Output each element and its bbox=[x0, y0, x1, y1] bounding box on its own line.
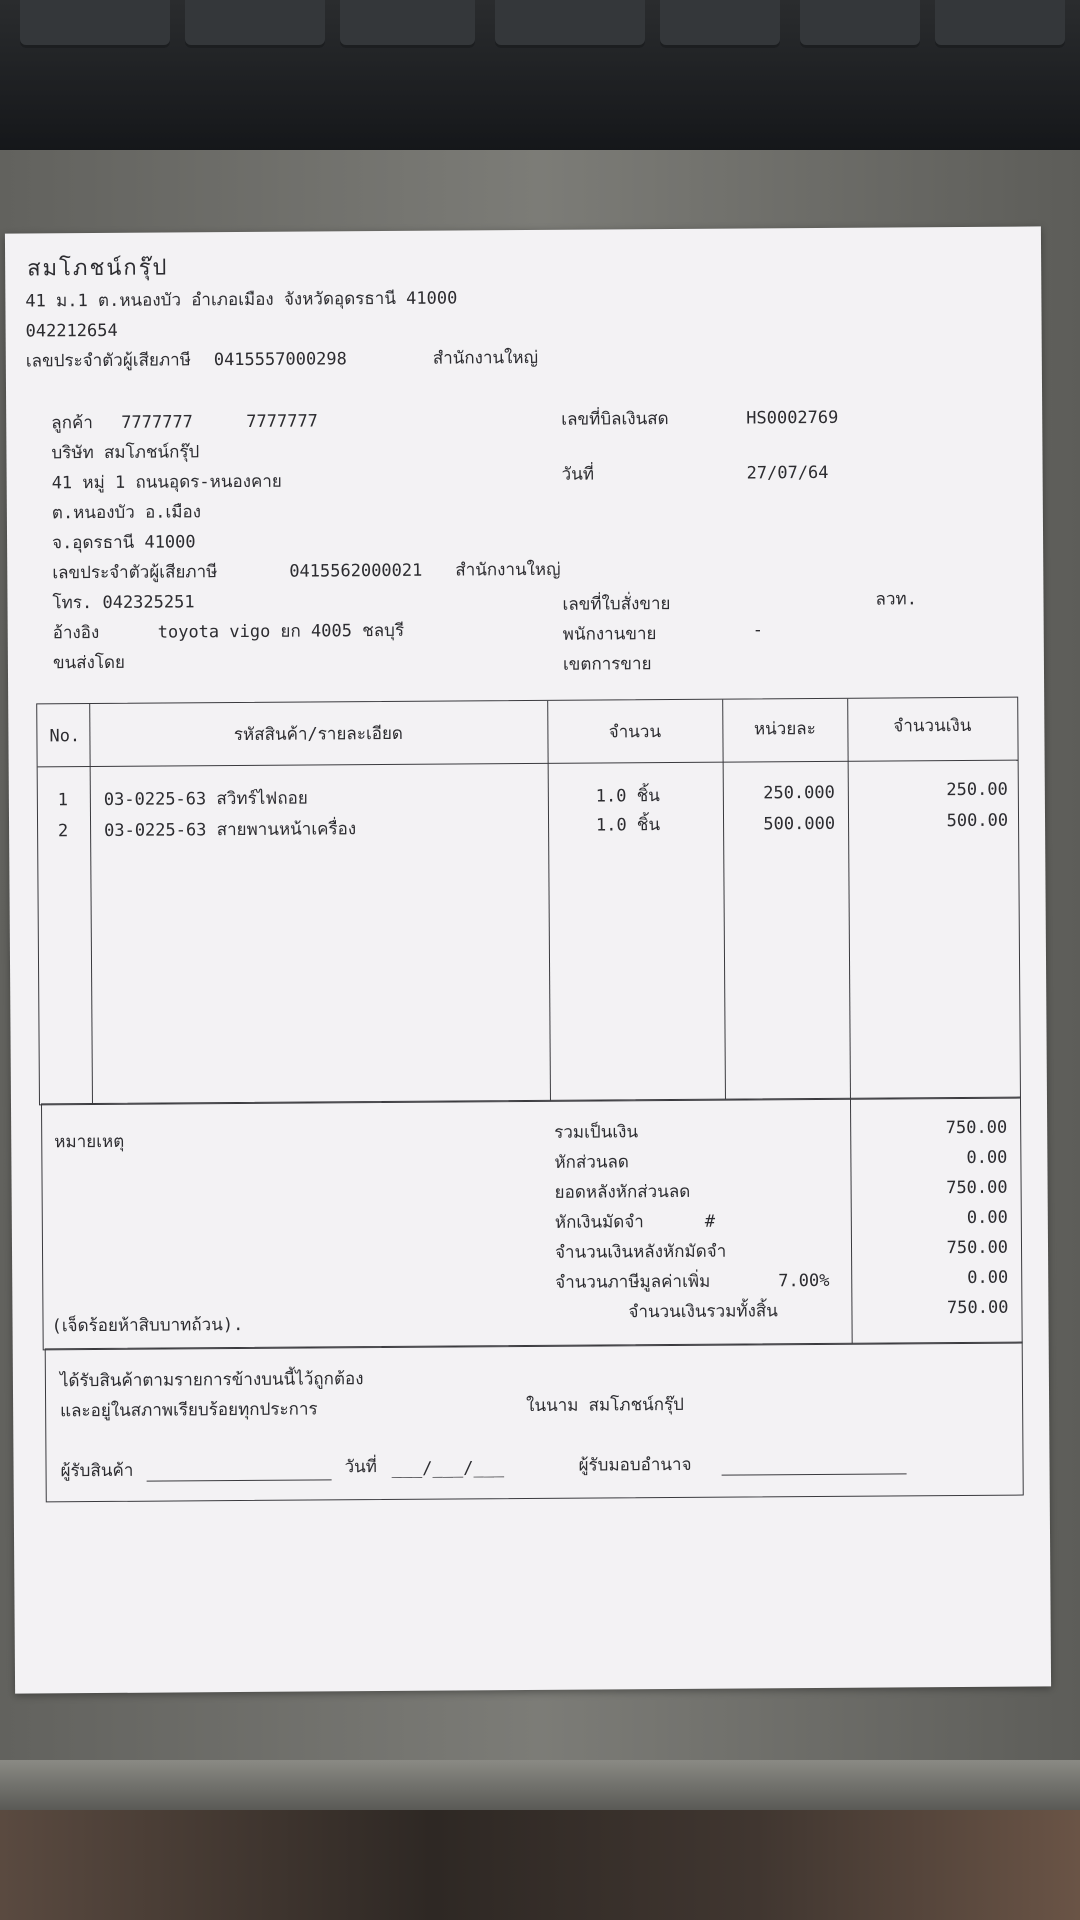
grand-total-value: 750.00 bbox=[946, 1297, 1009, 1319]
keyboard-key bbox=[185, 0, 325, 48]
company-branch: สำนักงานใหญ่ bbox=[432, 347, 539, 369]
keyboard-key bbox=[340, 0, 475, 48]
after-discount-label: ยอดหลังหักส่วนลด bbox=[554, 1181, 691, 1203]
customer-name: บริษัท สมโภชน์กรุ๊ป bbox=[51, 442, 200, 464]
header-amount: จำนวนเงิน bbox=[893, 715, 972, 737]
subtotal-label: รวมเป็นเงิน bbox=[554, 1122, 639, 1143]
header-description: รหัสสินค้า/รายละเอียด bbox=[233, 723, 404, 746]
header-no: No. bbox=[49, 726, 81, 747]
keyboard-key bbox=[800, 0, 920, 48]
authorized-signature-line bbox=[722, 1473, 907, 1475]
receiver-label: ผู้รับสินค้า bbox=[60, 1460, 134, 1482]
after-deposit-label: จำนวนเงินหลังหักมัดจำ bbox=[554, 1241, 727, 1263]
row-1-quantity: 1.0 ชิ้น bbox=[595, 786, 660, 807]
customer-address-2: ต.หนองบัว อ.เมือง bbox=[51, 502, 202, 524]
after-deposit-value: 750.00 bbox=[946, 1237, 1009, 1259]
table-header-divider bbox=[38, 760, 1018, 768]
keyboard-background bbox=[0, 0, 1080, 150]
remark-label: หมายเหตุ bbox=[54, 1131, 125, 1153]
authorized-label: ผู้รับมอบอำนาจ bbox=[578, 1454, 692, 1476]
row-1-amount: 250.00 bbox=[946, 779, 1008, 801]
deposit-marker: # bbox=[704, 1211, 716, 1232]
date-label: วันที่ bbox=[561, 464, 595, 485]
discount-label: หักส่วนลด bbox=[554, 1152, 629, 1173]
row-2-quantity: 1.0 ชิ้น bbox=[595, 815, 661, 836]
customer-phone: โทร. 042325251 bbox=[52, 592, 195, 614]
company-name: สมโภชน์กรุ๊ป bbox=[27, 255, 169, 282]
header-quantity: จำนวน bbox=[608, 722, 662, 743]
column-divider bbox=[547, 701, 551, 1101]
order-no-value: ลวท. bbox=[875, 589, 917, 610]
row-2-amount: 500.00 bbox=[946, 810, 1009, 832]
keyboard-key bbox=[935, 0, 1065, 48]
date-value: 27/07/64 bbox=[746, 462, 829, 484]
deposit-value: 0.00 bbox=[966, 1207, 1008, 1228]
row-1-no: 1 bbox=[57, 790, 69, 811]
grand-total-label: จำนวนเงินรวมทั้งสิ้น bbox=[628, 1301, 778, 1323]
customer-code-2: 7777777 bbox=[246, 411, 318, 432]
row-2-unit-price: 500.000 bbox=[763, 813, 836, 835]
customer-address-1: 41 หมู่ 1 ถนนอุดร-หนองคาย bbox=[51, 471, 282, 494]
order-no-label: เลขที่ใบสั่งขาย bbox=[562, 593, 671, 615]
customer-label: ลูกค้า bbox=[51, 413, 93, 434]
header-unit-price: หน่วยละ bbox=[753, 718, 816, 740]
reference-label: อ้างอิง bbox=[52, 622, 100, 644]
keyboard-key bbox=[495, 0, 645, 48]
column-divider bbox=[847, 699, 851, 1099]
bill-no-label: เลขที่บิลเงินสด bbox=[561, 409, 669, 430]
customer-tax-id: 0415562000021 bbox=[289, 560, 423, 582]
customer-code: 7777777 bbox=[121, 412, 193, 433]
acknowledgement-line-2: และอยู่ในสภาพเรียบร้อยทุกประการ bbox=[60, 1399, 318, 1422]
subtotal-value: 750.00 bbox=[945, 1117, 1008, 1139]
reference-value: toyota vigo ยก 4005 ชลบุรี bbox=[157, 620, 405, 643]
company-tax-label: เลขประจำตัวผู้เสียภาษี bbox=[25, 350, 191, 372]
invoice-paper bbox=[5, 226, 1051, 1693]
deposit-label: หักเงินมัดจำ bbox=[554, 1212, 644, 1233]
row-2-no: 2 bbox=[57, 821, 69, 842]
shipping-label: ขนส่งโดย bbox=[52, 652, 126, 674]
bill-no-value: HS0002769 bbox=[746, 407, 839, 429]
column-divider bbox=[89, 704, 93, 1104]
on-behalf-text: ในนาม สมโภชน์กรุ๊ป bbox=[526, 1394, 685, 1417]
receive-date-blank: ___/___/___ bbox=[391, 1458, 505, 1479]
vat-rate: 7.00% bbox=[778, 1270, 830, 1292]
keyboard-key bbox=[660, 0, 780, 48]
sales-area-label: เขตการขาย bbox=[562, 654, 652, 675]
acknowledgement-line-1: ได้รับสินค้าตามรายการข้างบนนี้ไว้ถูกต้อง bbox=[59, 1369, 364, 1392]
salesperson-value: - bbox=[752, 620, 764, 641]
row-1-description: 03-0225-63 สวิทร์ไฟถอย bbox=[103, 788, 308, 810]
row-1-unit-price: 250.000 bbox=[763, 782, 835, 804]
signature-box bbox=[45, 1342, 1024, 1503]
column-divider bbox=[722, 700, 726, 1100]
receive-date-label: วันที่ bbox=[344, 1457, 377, 1478]
summary-box bbox=[41, 1097, 1023, 1351]
company-phone: 042212654 bbox=[25, 320, 118, 342]
after-discount-value: 750.00 bbox=[946, 1177, 1008, 1199]
items-table bbox=[36, 697, 1021, 1106]
discount-value: 0.00 bbox=[966, 1147, 1008, 1168]
vat-value: 0.00 bbox=[967, 1267, 1009, 1288]
customer-address-3: จ.อุดรธานี 41000 bbox=[52, 532, 196, 554]
company-tax-id: 0415557000298 bbox=[213, 349, 347, 371]
customer-tax-label: เลขประจำตัวผู้เสียภาษี bbox=[52, 562, 218, 584]
vat-label: จำนวนภาษีมูลค่าเพิ่ม bbox=[555, 1271, 711, 1293]
keyboard-key bbox=[20, 0, 170, 48]
desk-edge bbox=[0, 1760, 1080, 1810]
customer-branch: สำนักงานใหญ่ bbox=[455, 559, 561, 581]
salesperson-label: พนักงานขาย bbox=[562, 624, 657, 645]
company-address: 41 ม.1 ต.หนองบัว อำเภอเมือง จังหวัดอุดรธานี 41000 bbox=[25, 288, 458, 312]
amount-in-words: (เจ็ดร้อยห้าสิบบาทถ้วน). bbox=[51, 1314, 244, 1337]
receiver-signature-line bbox=[147, 1479, 332, 1481]
row-2-description: 03-0225-63 สายพานหน้าเครื่อง bbox=[104, 819, 357, 841]
floor-background bbox=[0, 1810, 1080, 1920]
